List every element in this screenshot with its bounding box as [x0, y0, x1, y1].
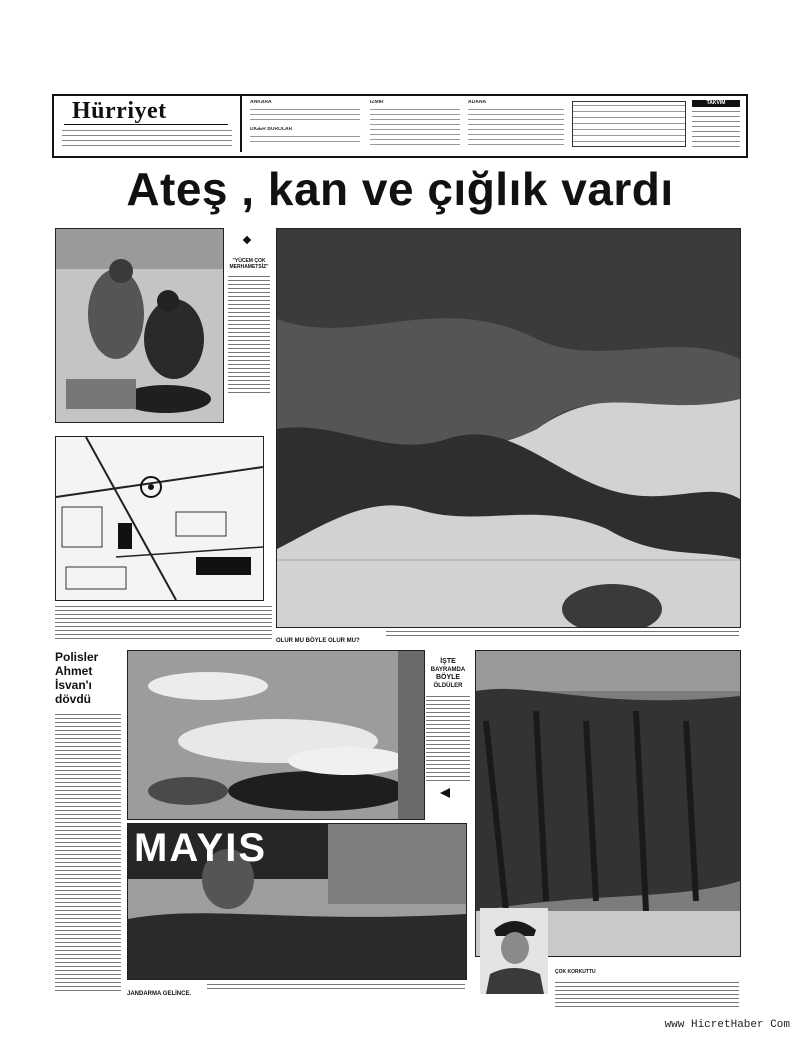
newspaper-logo: Hürriyet	[72, 98, 167, 124]
masthead	[52, 94, 748, 158]
sidebar-quote-text	[228, 274, 270, 394]
caption-bottom-left-row	[127, 982, 465, 997]
main-caption-row	[276, 629, 739, 644]
map-diagram	[55, 436, 264, 601]
banner-word: MAYIS	[134, 826, 268, 870]
photo-police-beating-art	[56, 229, 223, 422]
caption-bottom-left-title: JANDARMA GELİNCE.	[127, 991, 192, 997]
mid-box-line-2: BAYRAMDA	[430, 667, 466, 673]
office-block-2	[370, 100, 460, 148]
office-city-adana: ADANA	[468, 100, 487, 105]
map-art	[56, 437, 263, 600]
photo-soldier-art	[480, 908, 548, 994]
side-story-text	[55, 712, 121, 992]
side-story-title-3: İsvan'ı	[55, 678, 92, 692]
mid-box-line-4: ÖLDÜLER	[433, 683, 463, 689]
photo-soldier-portrait	[480, 908, 548, 994]
side-story-title-4: dövdü	[55, 692, 91, 706]
staff-box	[572, 101, 686, 147]
mid-box-line-3: BÖYLE	[435, 674, 461, 681]
office-lines-2	[370, 107, 460, 147]
site-watermark: www HicretHaber Com	[664, 1019, 790, 1031]
office-lines-3	[468, 107, 564, 147]
mid-box-line-1: İŞTE	[440, 658, 456, 665]
mid-story-box	[426, 658, 470, 808]
office-block-1	[250, 100, 360, 148]
office-city-ankara: ANKARA	[250, 100, 272, 105]
map-caption-text	[55, 604, 272, 640]
masthead-address-lines	[62, 128, 232, 150]
photo-police-beating	[55, 228, 224, 423]
side-story-title-1: Polisler	[55, 650, 99, 664]
mid-box-text	[426, 694, 470, 784]
office-city-izmir: İZMİR	[370, 100, 384, 105]
takvim-box	[692, 100, 740, 148]
photo-bodies-art	[128, 651, 424, 819]
caption-bottom-right-title: ÇOK KORKUTTU	[555, 969, 596, 975]
caption-bottom-left-text	[207, 982, 465, 991]
takvim-label: TAKVİM	[692, 100, 740, 107]
main-caption-text	[386, 629, 739, 639]
caption-bottom-right-text	[555, 980, 739, 1010]
main-caption-title: OLUR MU BÖYLE OLUR MU?	[276, 638, 360, 644]
office-lines-1	[250, 107, 360, 121]
photo-mayis-banner	[127, 823, 467, 980]
sidebar-quote-title: "YÜCEM ÇOK MERHAMETSİZ"	[229, 258, 269, 270]
side-story-title-2: Ahmet	[55, 664, 93, 678]
sidebar-quote-box	[228, 258, 270, 408]
logo-rule	[64, 124, 228, 125]
caption-bottom-right-row	[555, 960, 739, 1000]
side-story	[55, 650, 121, 1000]
takvim-lines	[692, 109, 740, 147]
logo-box	[54, 96, 242, 152]
office-other-label: DİĞER BÜROLAR	[250, 127, 293, 132]
main-headline: Ateş , kan ve çığlık vardı	[126, 163, 674, 215]
office-block-3	[468, 100, 564, 148]
photo-bodies	[127, 650, 425, 820]
photo-crowd-main	[276, 228, 741, 628]
office-lines-other	[250, 134, 360, 144]
photo-crowd-main-art	[277, 229, 740, 627]
sidebar-bullet	[243, 236, 251, 244]
arrow-icon	[440, 788, 450, 798]
